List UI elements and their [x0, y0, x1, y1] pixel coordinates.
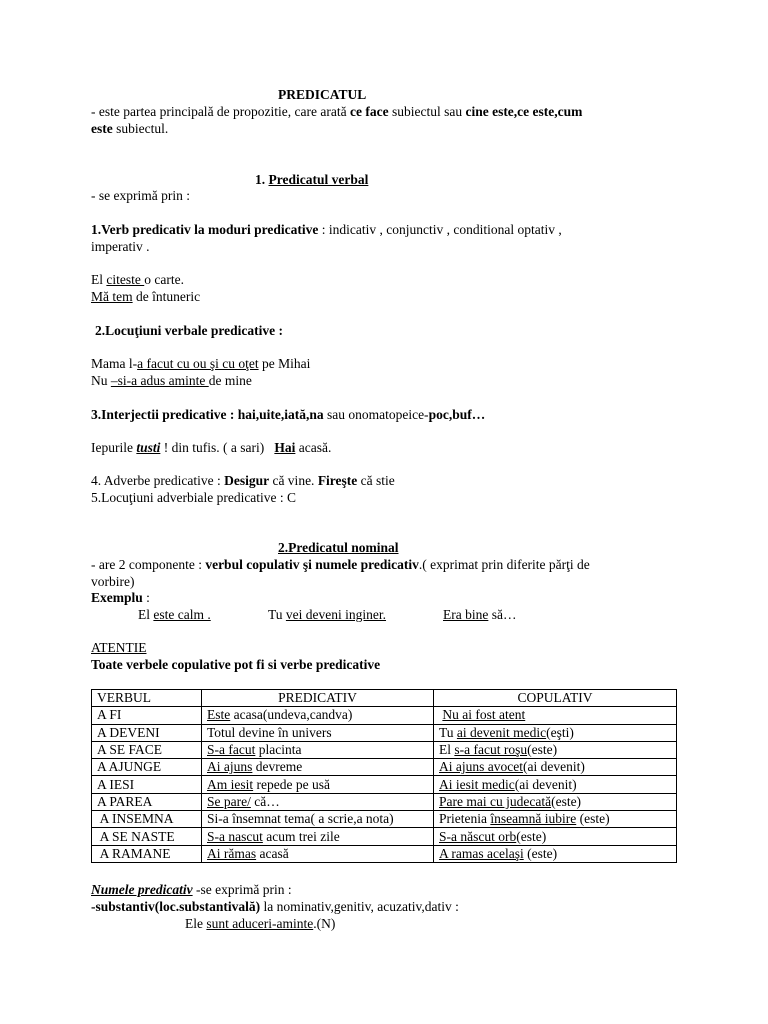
cell-text: Si-a însemnat tema( a scrie,a nota): [207, 811, 394, 827]
cell-text: A RAMANE: [97, 845, 171, 861]
cell-text: repede pe usă: [253, 776, 330, 792]
cell-text: (este): [576, 811, 610, 827]
cell-predicativ: [202, 707, 434, 724]
cell-predicativ: [202, 828, 434, 845]
section2-line-1: - are 2 componente : verbul copulativ şi numele predicativ.( exprimat prin diferite părţi de: [91, 557, 590, 572]
intro-line-2: este subiectul.: [91, 121, 169, 136]
cell-text: (ai devenit): [514, 776, 577, 792]
cell-predicativ: [202, 793, 434, 810]
verbs-table: [91, 689, 677, 863]
cell-copulativ: [434, 793, 677, 810]
item2-heading: 2.Locuţiuni verbale predicative :: [95, 323, 283, 338]
numele-heading: Numele predicativ -se exprimă prin :: [91, 882, 292, 897]
table-row: [92, 811, 677, 828]
cell-text: (ai devenit): [522, 759, 585, 775]
cell-text: A PAREA: [97, 793, 153, 809]
example-nominal-1: El este calm .: [138, 607, 211, 622]
table-row: [92, 776, 677, 793]
cell-verb: [92, 776, 202, 793]
underlined-text: înseamnă iubire: [490, 811, 577, 827]
underlined-text: S-a nascut: [207, 828, 263, 844]
cell-text: A SE FACE: [97, 742, 163, 758]
underlined-text: Este: [207, 707, 231, 723]
cell-text: A INSEMNA: [97, 811, 174, 827]
header-verbul: VERBUL: [92, 690, 202, 707]
cell-verb: [92, 759, 202, 776]
table-row: [92, 741, 677, 758]
cell-text: A DEVENI: [97, 724, 160, 740]
cell-text: că…: [250, 793, 280, 809]
table-row: [92, 828, 677, 845]
cell-text: A FI: [97, 707, 122, 723]
cell-text: acasa(undeva,candva): [230, 707, 353, 723]
numele-example: Ele sunt aduceri-aminte.(N): [185, 916, 336, 931]
cell-copulativ: [434, 811, 677, 828]
cell-text: Totul devine în univers: [207, 724, 332, 740]
cell-text: El: [439, 742, 455, 758]
cell-predicativ: [202, 845, 434, 862]
cell-text: (este): [551, 793, 582, 809]
cell-copulativ: [434, 776, 677, 793]
underlined-text: Ai iesit medic: [439, 776, 515, 792]
cell-predicativ: [202, 741, 434, 758]
cell-verb: [92, 845, 202, 862]
underlined-text: S-a facut: [207, 742, 256, 758]
underlined-text: Ai ajuns avocet: [439, 759, 523, 775]
intro-line-1: - este partea principală de propozitie, care arată ce face subiectul sau cine este,ce este,cum: [91, 104, 583, 119]
cell-verb: [92, 811, 202, 828]
cell-verb: [92, 741, 202, 758]
atentie-text: Toate verbele copulative pot fi si verbe predicative: [91, 657, 381, 672]
item1-line-2: imperativ .: [91, 239, 150, 254]
item4-line: 4. Adverbe predicative : Desigur că vine. Fireşte că stie: [91, 473, 395, 488]
cell-copulativ: [434, 828, 677, 845]
underlined-text: Am iesit: [207, 776, 254, 792]
underlined-text: ai devenit medic: [456, 724, 547, 740]
underlined-text: Se pare/: [207, 793, 251, 809]
cell-copulativ: [434, 759, 677, 776]
example-3: Mama l-a facut cu ou şi cu oţet pe Mihai: [91, 356, 311, 371]
cell-text: acum trei zile: [262, 828, 340, 844]
underlined-text: Ai ajuns: [207, 759, 253, 775]
example-4: Nu –si-a adus aminte de mine: [91, 373, 252, 388]
cell-text: A AJUNGE: [97, 759, 162, 775]
underlined-text: A ramas acelaşi: [439, 845, 524, 861]
table-row: [92, 793, 677, 810]
cell-text: (este): [516, 828, 547, 844]
item3-line: 3.Interjectii predicative : hai,uite,iată,na sau onomatopeice-poc,buf…: [91, 407, 486, 422]
cell-text: (este): [527, 742, 558, 758]
cell-copulativ: [434, 845, 677, 862]
cell-text: devreme: [252, 759, 303, 775]
underlined-text: Pare mai cu judecată: [439, 793, 552, 809]
atentie-label: ATENTIE: [91, 640, 147, 655]
cell-text: (este): [523, 845, 558, 861]
example-nominal-2: Tu vei deveni inginer.: [268, 607, 387, 622]
page-title: PREDICATUL: [278, 87, 367, 102]
example-1: El citeste o carte.: [91, 272, 184, 287]
cell-copulativ: [434, 741, 677, 758]
header-predicativ: PREDICATIV: [202, 690, 434, 707]
cell-copulativ: [434, 707, 677, 724]
example-2: Mă tem de întuneric: [91, 289, 201, 304]
underlined-text: s-a facut roşu: [454, 742, 528, 758]
numele-line: -substantiv(loc.substantivală) la nominativ,genitiv, acuzativ,dativ :: [91, 899, 459, 914]
cell-text: (eşti): [546, 724, 574, 740]
table-row: [92, 845, 677, 862]
cell-text: placinta: [255, 742, 302, 758]
section1-expr: - se exprimă prin :: [91, 188, 190, 203]
exemplu-label: Exemplu :: [91, 590, 150, 605]
cell-predicativ: [202, 724, 434, 741]
cell-predicativ: [202, 776, 434, 793]
section2-heading: 2.Predicatul nominal: [278, 540, 399, 555]
cell-text: Prietenia: [439, 811, 491, 827]
section1-heading: 1. Predicatul verbal: [255, 172, 369, 187]
underlined-text: Nu ai fost atent: [442, 707, 526, 723]
cell-verb: [92, 707, 202, 724]
section2-line-2: vorbire): [91, 574, 135, 589]
table-row: [92, 759, 677, 776]
cell-verb: [92, 724, 202, 741]
cell-text: acasă: [256, 845, 289, 861]
cell-copulativ: [434, 724, 677, 741]
underlined-text: S-a născut orb: [439, 828, 517, 844]
table-row: [92, 707, 677, 724]
cell-text: Tu: [439, 724, 457, 740]
example-nominal-3: Era bine să…: [443, 607, 517, 622]
cell-predicativ: [202, 759, 434, 776]
underlined-text: Ai rămas: [207, 845, 257, 861]
item5-line: 5.Locuţiuni adverbiale predicative : C: [91, 490, 297, 505]
cell-verb: [92, 828, 202, 845]
cell-text: A SE NASTE: [97, 828, 175, 844]
example-5: Iepurile tusti ! din tufis. ( a sari) Hai acasă.: [91, 440, 332, 455]
cell-predicativ: [202, 811, 434, 828]
cell-text: A IESI: [97, 776, 135, 792]
item1-line-1: 1.Verb predicativ la moduri predicative : indicativ , conjunctiv , conditional optativ ,: [91, 222, 562, 237]
header-copulativ: COPULATIV: [434, 690, 677, 707]
table-header-row: [92, 690, 677, 707]
table-row: [92, 724, 677, 741]
cell-verb: [92, 793, 202, 810]
